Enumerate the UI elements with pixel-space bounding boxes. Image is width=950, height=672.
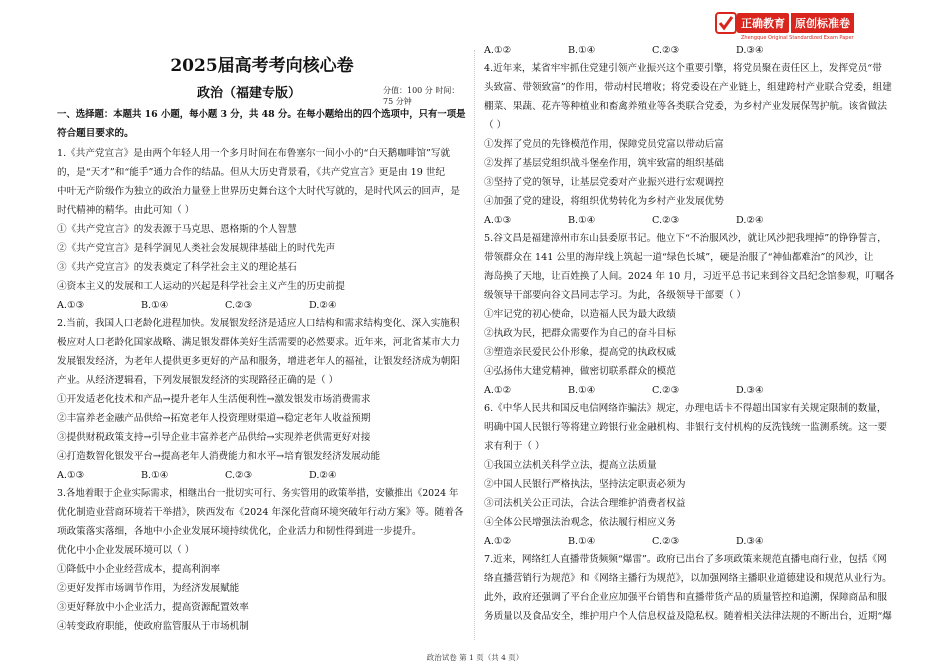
paper-subject: 政治（福建专版） xyxy=(197,86,302,101)
q3-statement: ③更好释放中小企业活力，提高资源配置效率 xyxy=(57,602,249,613)
q1-stem: 1.《共产党宣言》是由两个年轻人用一个多月时间在布鲁塞尔一间小小的“白天鹅咖啡馆”写就 xyxy=(57,148,451,159)
q7-stem: 7.近来，网络红人直播带货频频“爆雷”。政府已出台了多项政策来规范直播电商行业，包括《网 xyxy=(484,554,887,565)
q6-stem: 6.《中华人民共和国反电信网络诈骗法》规定，办理电话卡不得超出国家有关规定限制的数量， xyxy=(484,403,887,414)
q4-statement: ②发挥了基层党组织战斗堡垒作用，筑牢致富的组织基础 xyxy=(484,158,724,169)
q3-choice-d[interactable]: D.③④ xyxy=(736,45,764,56)
q4-statement: ③坚持了党的领导，让基层党委对产业振兴进行宏观调控 xyxy=(484,177,724,188)
q5-stem: 级领导干部要向谷文昌同志学习。为此，各级领导干部要（ ） xyxy=(484,290,747,301)
q6-choice-a[interactable]: A.①② xyxy=(484,536,512,547)
q6-statement: ④全体公民增强法治观念，依法履行相应义务 xyxy=(484,517,676,528)
q3-choice-a[interactable]: A.①② xyxy=(484,45,512,56)
q2-choice-b[interactable]: B.①④ xyxy=(141,470,169,481)
q5-choice-a[interactable]: A.①② xyxy=(484,385,512,396)
q4-choice-a[interactable]: A.①③ xyxy=(484,215,512,226)
paper-title: 2025届高考考向核心卷 xyxy=(170,56,354,76)
q1-statement: ④资本主义的发展和工人运动的兴起是科学社会主义产生的历史前提 xyxy=(57,281,345,292)
q4-stem: 头致富、带领致富”的作用，带动村民增收；将党委设在产业链上，组建跨村产业联合党委，组建 xyxy=(484,82,892,93)
q5-choice-d[interactable]: D.③④ xyxy=(736,385,764,396)
q3-statement: ④转变政府职能，使政府监管服从于市场机制 xyxy=(57,621,249,632)
q1-stem: 的，是“天才”和“能手”通力合作的结晶。但从大历史背景看，《共产党宣言》更是由 19 世纪 xyxy=(57,167,446,178)
q3-stem: 优化中小企业发展环境可以（ ） xyxy=(57,545,195,556)
q4-statement: ①发挥了党员的先锋模范作用，保障党员党富以带动后富 xyxy=(484,139,724,150)
q7-stem: 此外，政府还强调了平台企业应加强平台销售和直播带货产品的质量管控和追溯，保障商品和服 xyxy=(484,592,887,603)
q3-statement: ①降低中小企业经营成本，提高利润率 xyxy=(57,564,221,575)
q6-choice-d[interactable]: D.③④ xyxy=(736,536,764,547)
q2-stem: 发展银发经济，为老年人提供更多更好的产品和服务，增进老年人的福祉，让银发经济成为朝阳 xyxy=(57,356,460,367)
logo-tag: 原创标准卷 xyxy=(791,13,854,33)
q6-statement: ①我国立法机关科学立法，提高立法质量 xyxy=(484,460,657,471)
q3-stem: 项政策落实落细，各地中小企业发展环境持续优化，企业活力和韧性得到进一步提升。 xyxy=(57,526,422,537)
q5-statement: ④弘扬伟大建党精神，做密切联系群众的模范 xyxy=(484,366,676,377)
q2-statement: ③提供财税政策支持→引导企业丰富养老产品供给→实现养老供需更好对接 xyxy=(57,432,371,443)
q6-statement: ②中国人民银行严格执法，坚持法定职责必须为 xyxy=(484,479,686,490)
logo-subtitle: Zhengque Original Standardized Exam Paper xyxy=(741,35,854,41)
q1-statement: ①《共产党宣言》的发表源于马克思、恩格斯的个人智慧 xyxy=(57,224,297,235)
q1-stem: 中叶无产阶级作为独立的政治力量登上世界历史舞台这个大时代写就的，是时代风云的回声，是 xyxy=(57,186,460,197)
q5-stem: 带领群众在 141 公里的海岸线上筑起一道“绿色长城”，硬是治服了“神仙都难治”的风沙，让 xyxy=(484,252,874,263)
q7-stem: 务质量以及食品安全，维护用户个人信息权益及隐私权。随着相关法律法规的不断出台，近期“爆 xyxy=(484,611,892,622)
q2-choice-d[interactable]: D.②④ xyxy=(309,470,337,481)
q6-choice-b[interactable]: B.①④ xyxy=(568,536,596,547)
q5-stem: 5.谷文昌是福建漳州市东山县委原书记。他立下“不治服风沙，就让风沙把我埋掉”的铮铮誓言， xyxy=(484,233,887,244)
q5-statement: ③塑造亲民爱民公仆形象，提高党的执政权威 xyxy=(484,347,676,358)
q4-choice-d[interactable]: D.②④ xyxy=(736,215,764,226)
q5-choice-c[interactable]: C.②③ xyxy=(652,385,680,396)
column-divider xyxy=(474,50,475,640)
q5-stem: 海岛换了天地，让百姓换了人间。2024 年 10 月，习近平总书记来到谷文昌纪念馆参观，叮嘱各 xyxy=(484,271,895,282)
q1-stem: 时代精神的精华。由此可知（ ） xyxy=(57,205,195,216)
q2-choice-c[interactable]: C.②③ xyxy=(225,470,253,481)
section-heading: 一、选择题：本题共 16 小题，每小题 3 分，共 48 分。在每小题给出的四个选项中，只有一项是 xyxy=(57,109,466,120)
q3-choice-b[interactable]: B.①④ xyxy=(568,45,596,56)
q6-choice-c[interactable]: C.②③ xyxy=(652,536,680,547)
q2-choice-a[interactable]: A.①③ xyxy=(57,470,85,481)
q5-choice-b[interactable]: B.①④ xyxy=(568,385,596,396)
publisher-logo xyxy=(715,12,895,42)
page-footer: 政治试卷 第 1 页（共 4 页） xyxy=(426,653,524,662)
q1-statement: ②《共产党宣言》是科学洞见人类社会发展规律基础上的时代先声 xyxy=(57,243,336,254)
q5-statement: ②执政为民，把群众需要作为自己的奋斗目标 xyxy=(484,328,676,339)
q6-stem: 明确中国人民银行等将建立跨银行业金融机构、非银行支付机构的反洗钱统一监测系统。这一要 xyxy=(484,422,887,433)
q3-statement: ②更好发挥市场调节作用，为经济发展赋能 xyxy=(57,583,240,594)
q6-stem: 求有利于（ ） xyxy=(484,441,545,452)
q4-statement: ④加强了党的建设，将组织优势转化为乡村产业发展优势 xyxy=(484,196,724,207)
q4-stem: 棚菜、果蔬、花卉等种植业和畜禽养殖业等各类联合党委，为乡村产业发展保驾护航。该省做法 xyxy=(484,101,887,112)
q5-statement: ①牢记党的初心使命，以造福人民为最大政绩 xyxy=(484,309,676,320)
q2-stem: 2.当前，我国人口老龄化进程加快。发展银发经济是适应人口结构和需求结构变化、深入实施积 xyxy=(57,318,460,329)
q7-stem: 络直播营销行为规范》和《网络主播行为规范》，以加强网络主播职业道德建设和规范从业行为。 xyxy=(484,573,892,584)
q1-statement: ③《共产党宣言》的发表奠定了科学社会主义的理论基石 xyxy=(57,262,297,273)
q1-choice-d[interactable]: D.②④ xyxy=(309,300,337,311)
q4-stem: （ ） xyxy=(484,120,507,131)
logo-brand: 正确教育 xyxy=(737,13,789,33)
q4-choice-c[interactable]: C.②③ xyxy=(652,215,680,226)
q4-choice-b[interactable]: B.①④ xyxy=(568,215,596,226)
q4-stem: 4.近年来，某省牢牢抓住党建引领产业振兴这个重要引擎，将党员聚在责任区上，发挥党员“带 xyxy=(484,63,882,74)
q3-stem: 3.各地着眼于企业实际需求，相继出台一批切实可行、务实管用的政策举措，安徽推出《2024 年 xyxy=(57,488,459,499)
q2-statement: ①开发适老化技术和产品→提升老年人生活便利性→激发银发市场消费需求 xyxy=(57,394,371,405)
q3-choice-c[interactable]: C.②③ xyxy=(652,45,680,56)
q2-statement: ②丰富养老金融产品供给→拓宽老年人投资理财渠道→稳定老年人收益预期 xyxy=(57,413,371,424)
q2-statement: ④打造数智化银发平台→提高老年人消费能力和水平→培育银发经济发展动能 xyxy=(57,451,381,462)
check-icon xyxy=(715,12,737,34)
q2-stem: 产业。从经济逻辑看，下列发展银发经济的实现路径正确的是（ ） xyxy=(57,375,339,386)
q2-stem: 极应对人口老龄化国家战略、满足银发群体美好生活需要的必然要求。近年来，河北省某市大力 xyxy=(57,337,460,348)
q1-choice-c[interactable]: C.②③ xyxy=(225,300,253,311)
q3-stem: 优化制造业营商环境若干举措》，陕西发布《2024 年深化营商环境突破年行动方案》等。随着各 xyxy=(57,507,464,518)
q6-statement: ③司法机关公正司法，合法合理维护消费者权益 xyxy=(484,498,686,509)
q1-choice-a[interactable]: A.①③ xyxy=(57,300,85,311)
section-heading-cont: 符合题目要求的。 xyxy=(57,128,134,139)
paper-meta: 分值：100 分 时间：75 分钟 xyxy=(383,86,460,106)
q1-choice-b[interactable]: B.①④ xyxy=(141,300,169,311)
